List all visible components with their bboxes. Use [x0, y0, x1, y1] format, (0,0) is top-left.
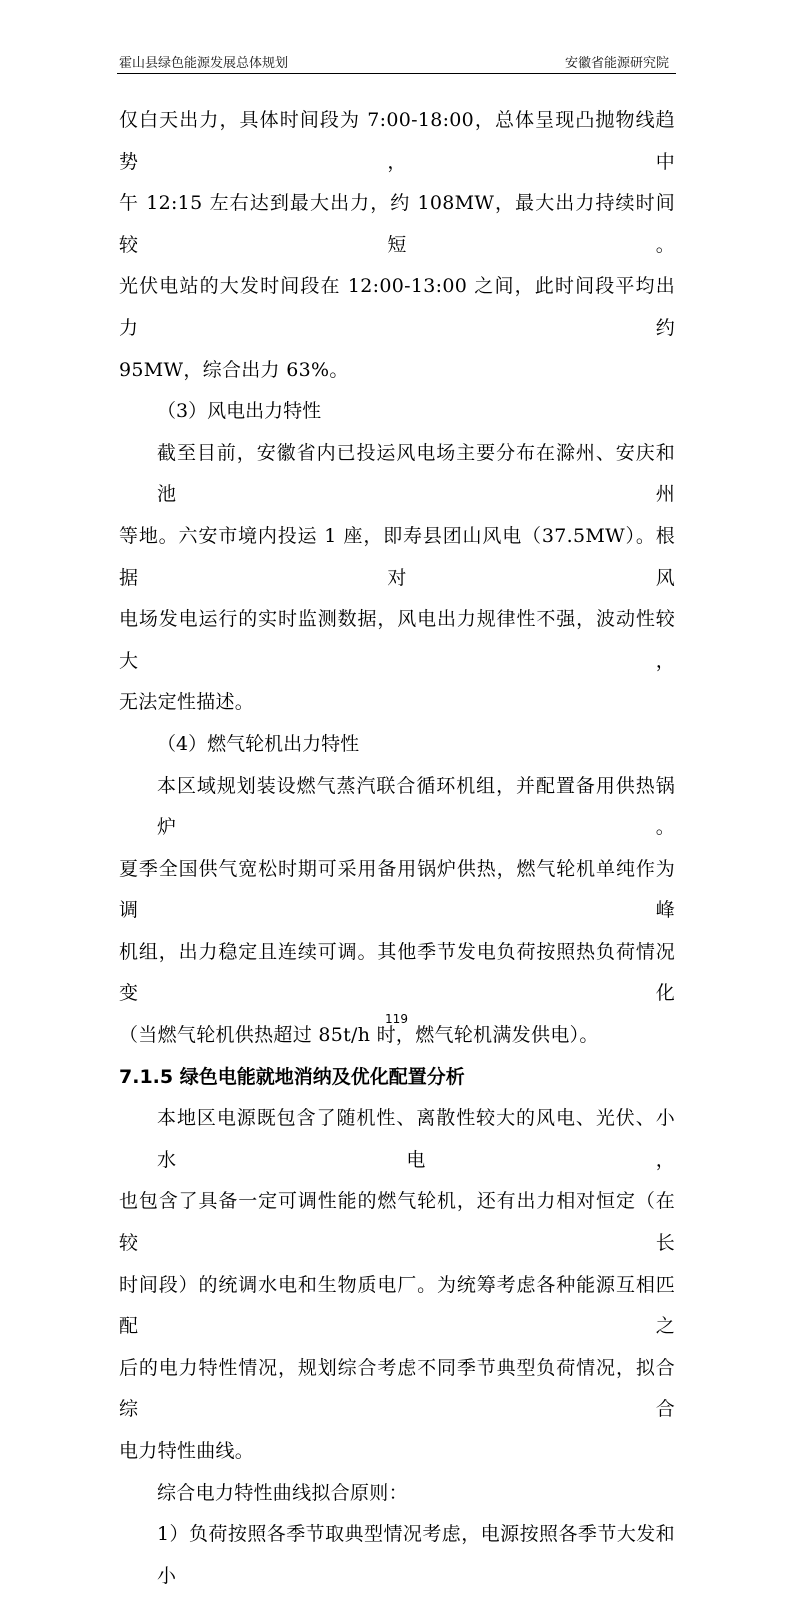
text-line: 本区域规划装设燃气蒸汽联合循环机组，并配置备用供热锅炉。 — [157, 774, 675, 839]
header-organization: 安徽省能源研究院 — [564, 56, 669, 71]
paragraph-principle-1 — [119, 1514, 675, 1597]
text-line: 时间段）的统调水电和生物质电厂。为统筹考虑各种能源互相匹配之 — [119, 1273, 675, 1338]
paragraph-fitting-principles — [119, 1473, 675, 1515]
header-divider — [117, 73, 676, 74]
page-number: 119 — [385, 1012, 408, 1026]
text-line: 无法定性描述。 — [119, 691, 255, 714]
text-line: 电力特性曲线。 — [119, 1440, 255, 1462]
text-line: （当燃气轮机供热超过 85t/h 时，燃气轮机满发供电）。 — [119, 1024, 599, 1047]
subheading-gas-turbine-output: （4）燃气轮机出力特性 — [157, 732, 360, 755]
text-line: 仅白天出力，具体时间段为 7:00-18:00，总体呈现凸抛物线趋势，中 — [119, 109, 675, 173]
text-line: 光伏电站的大发时间段在 12:00-13:00 之间，此时间段平均出力约 — [119, 275, 675, 339]
section-heading-7-1-5: 7.1.5 绿色电能就地消纳及优化配置分析 — [119, 1065, 465, 1088]
text-line: 后的电力特性情况，规划综合考虑不同季节典型负荷情况，拟合综合 — [119, 1356, 675, 1421]
text-line: 截至目前，安徽省内已投运风电场主要分布在滁州、安庆和池州 — [157, 441, 675, 506]
text-line: 也包含了具备一定可调性能的燃气轮机，还有出力相对恒定（在较长 — [119, 1190, 675, 1255]
paragraph-local-consumption — [119, 1098, 675, 1472]
paragraph-wind-output — [119, 433, 675, 724]
text-line: 本地区电源既包含了随机性、离散性较大的风电、光伏、小水电， — [157, 1107, 675, 1171]
page-content — [119, 100, 675, 1597]
text-line: 电场发电运行的实时监测数据，风电出力规律性不强，波动性较大， — [119, 608, 675, 672]
text-line: 1）负荷按照各季节取典型情况考虑，电源按照各季节大发和小 — [157, 1523, 675, 1587]
text-line: 综合电力特性曲线拟合原则： — [157, 1481, 408, 1504]
text-line: 机组，出力稳定且连续可调。其他季节发电负荷按照热负荷情况变化 — [119, 940, 675, 1005]
paragraph-pv-output — [119, 100, 675, 391]
text-line: 等地。六安市境内投运 1 座，即寿县团山风电（37.5MW）。根据对风 — [119, 524, 675, 589]
text-line: 95MW，综合出力 63%。 — [119, 358, 349, 381]
header-document-title: 霍山县绿色能源发展总体规划 — [119, 56, 289, 71]
text-line: 夏季全国供气宽松时期可采用备用锅炉供热，燃气轮机单纯作为调峰 — [119, 857, 675, 922]
subheading-wind-output: （3）风电出力特性 — [157, 400, 322, 423]
text-line: 午 12:15 左右达到最大出力，约 108MW，最大出力持续时间较短。 — [119, 192, 675, 256]
